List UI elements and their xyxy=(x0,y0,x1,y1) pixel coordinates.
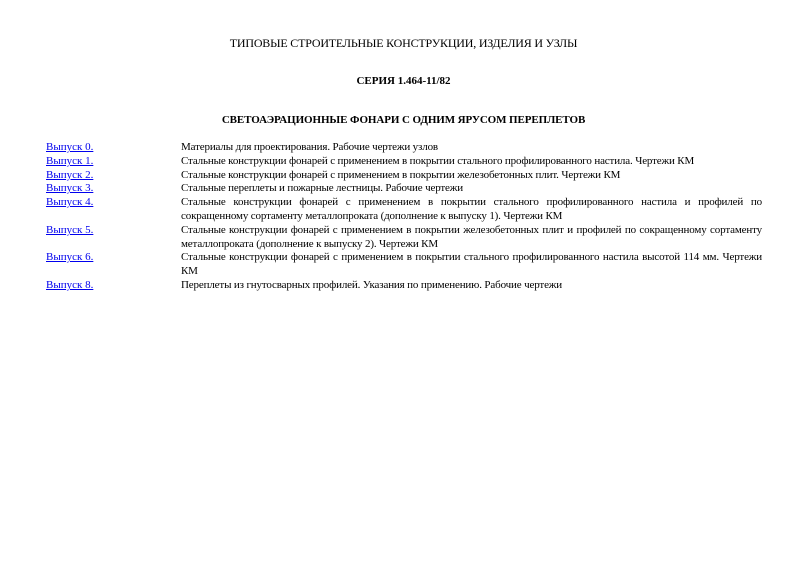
issue-link-0[interactable]: Выпуск 0. xyxy=(46,141,94,153)
document-subtitle: СВЕТОАЭРАЦИОННЫЕ ФОНАРИ С ОДНИМ ЯРУСОМ ПЕРЕПЛЕТОВ xyxy=(221,114,586,126)
issue-description: Переплеты из гнутосварных профилей. Указания по применению. Рабочие чертежи xyxy=(181,278,562,291)
issue-link-4[interactable]: Выпуск 4. xyxy=(46,196,94,209)
issue-row xyxy=(46,196,762,224)
issue-row xyxy=(46,155,762,169)
series-number: СЕРИЯ 1.464-11/82 xyxy=(356,75,451,87)
issue-description: Стальные переплеты и пожарные лестницы. Рабочие чертежи xyxy=(181,182,463,195)
issue-description: Стальные конструкции фонарей с применением в покрытии стального профилированного настила. Чертежи КМ xyxy=(181,154,695,167)
issue-link-1[interactable]: Выпуск 1. xyxy=(46,154,94,167)
issue-link-2[interactable]: Выпуск 2. xyxy=(46,168,94,181)
document-title: ТИПОВЫЕ СТРОИТЕЛЬНЫЕ КОНСТРУКЦИИ, ИЗДЕЛИЯ И УЗЛЫ xyxy=(229,36,578,50)
issue-row xyxy=(46,224,762,252)
issue-row xyxy=(46,279,762,293)
issues-list xyxy=(46,141,762,293)
issue-row xyxy=(46,251,762,279)
issue-description: Стальные конструкции фонарей с применением в покрытии стального профилированного настила высотой 114 мм. Чертежи КМ xyxy=(181,251,762,278)
issue-description: Стальные конструкции фонарей с применением в покрытии железобетонных плит. Чертежи КМ xyxy=(181,168,621,181)
issue-row xyxy=(46,141,762,155)
issue-link-3[interactable]: Выпуск 3. xyxy=(46,182,94,195)
issue-description: Стальные конструкции фонарей с применением в покрытии стального профилированного настила и профилей по сокращенному сортаменту металлопроката (дополнение к выпуску 1). Чертежи КМ xyxy=(181,196,762,222)
issue-description: Материалы для проектирования. Рабочие чертежи узлов xyxy=(181,141,438,153)
issue-row xyxy=(46,182,762,196)
issue-link-5[interactable]: Выпуск 5. xyxy=(46,223,94,236)
issue-description: Стальные конструкции фонарей с применением в покрытии железобетонных плит и профилей по сокращенному сортаменту металлопроката (дополнение к выпуску 2). Чертежи КМ xyxy=(181,223,762,250)
issue-link-8[interactable]: Выпуск 8. xyxy=(46,278,94,291)
issue-row xyxy=(46,169,762,183)
issue-link-6[interactable]: Выпуск 6. xyxy=(46,251,94,264)
